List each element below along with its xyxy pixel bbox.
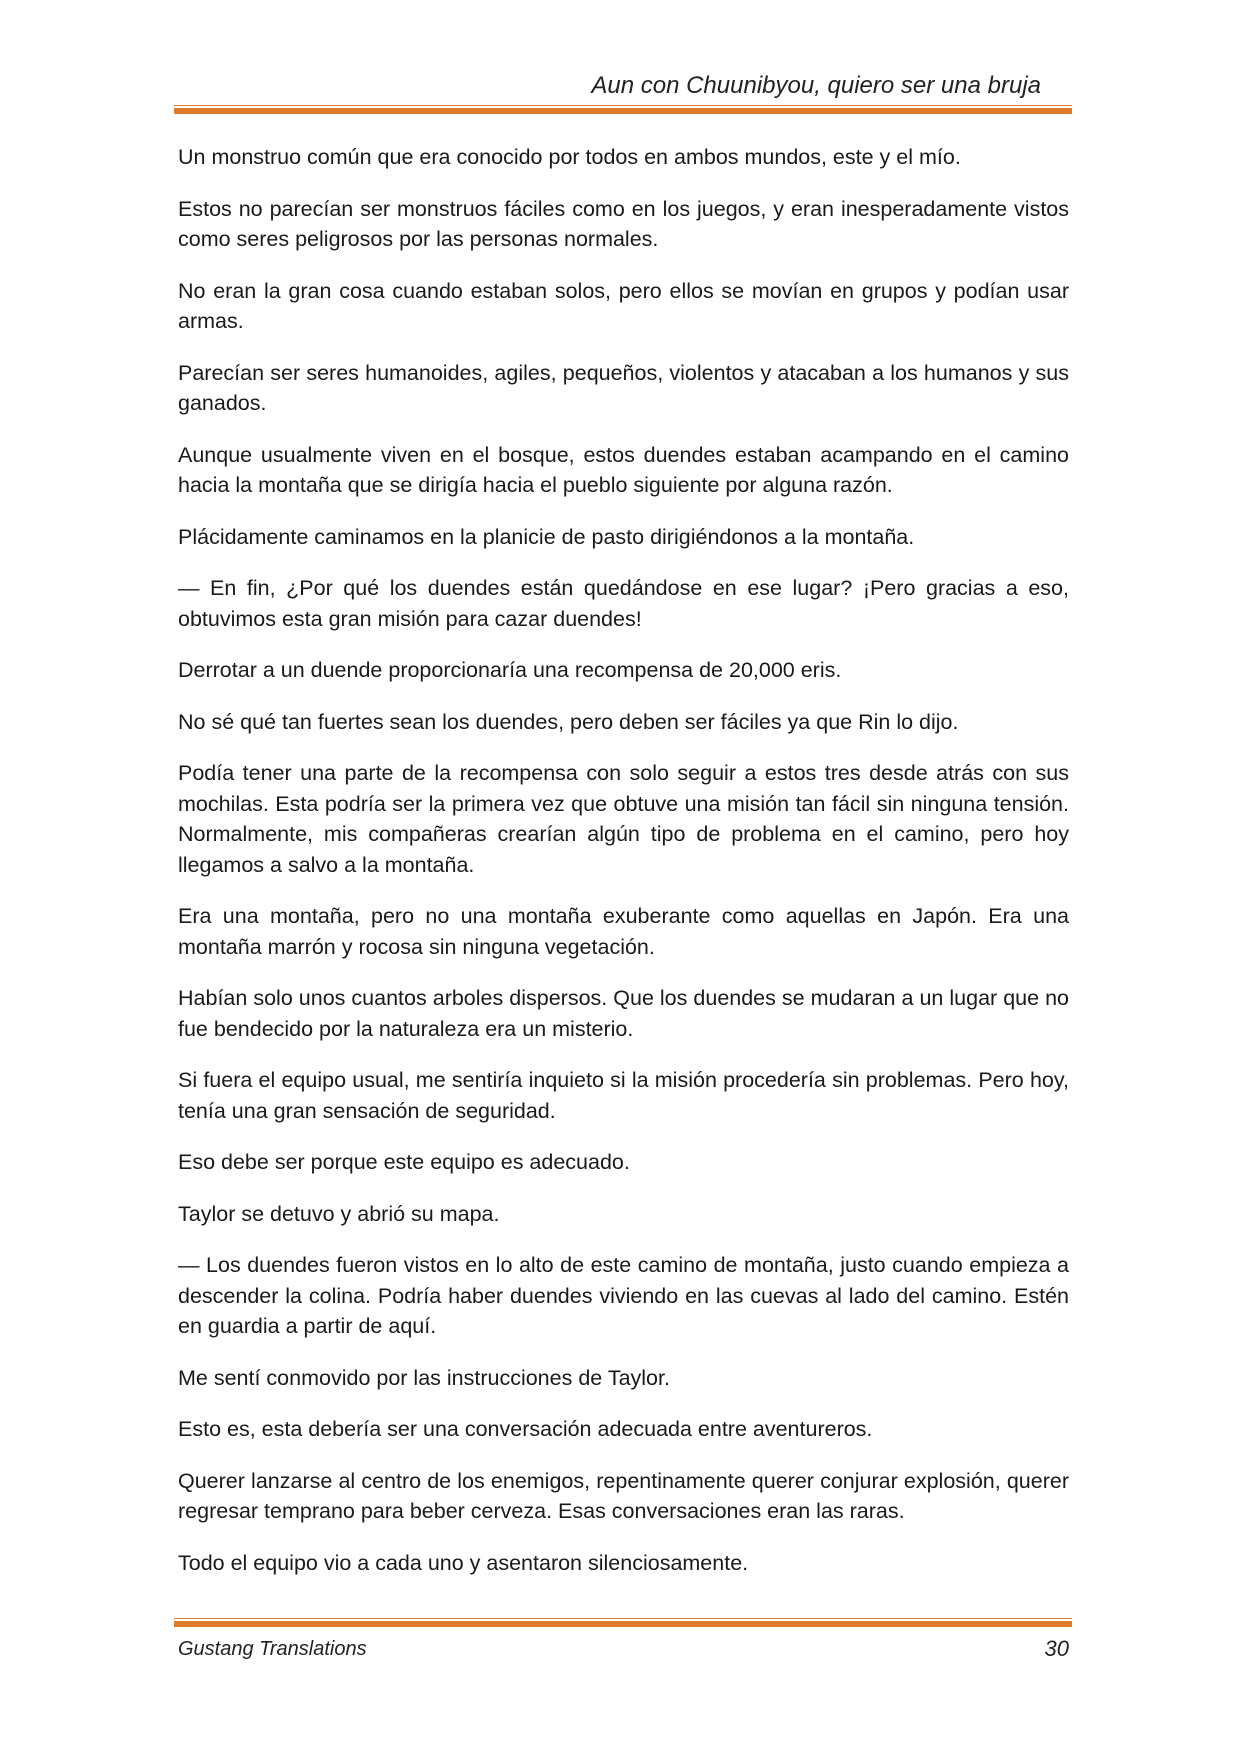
paragraph: Plácidamente caminamos en la planicie de pasto dirigiéndonos a la montaña. [178, 524, 915, 549]
header-rule-thin [174, 105, 1072, 106]
paragraph: Eso debe ser porque este equipo es adecuado. [178, 1150, 630, 1174]
paragraph: Parecían ser seres humanoides, agiles, pequeños, violentos y atacaban a los humanos y sus ganados. [178, 360, 1069, 415]
running-header-title: Aun con Chuunibyou, quiero ser una bruja [591, 72, 1041, 99]
footer-rule-thick [174, 1621, 1072, 1627]
body-text [178, 142, 1069, 1599]
paragraph: Era una montaña, pero no una montaña exuberante como aquellas en Japón. Era una montaña marrón y rocosa sin ninguna vegetación. [178, 904, 1069, 959]
paragraph: — Los duendes fueron vistos en lo alto de este camino de montaña, justo cuando empieza a descender la colina. Podría haber duendes viviendo en las cuevas al lado del camino. Estén en guardia a partir de aquí. [178, 1253, 1069, 1338]
paragraph: No sé qué tan fuertes sean los duendes, pero deben ser fáciles ya que Rin lo dijo. [178, 709, 959, 734]
paragraph: Podía tener una parte de la recompensa con solo seguir a estos tres desde atrás con sus mochilas. Esta podría ser la primera vez que obtuve una misión tan fácil sin ninguna tensión. Normalmente, mis compañeras crearían algún tipo de problema en el camino, pero hoy llegamos a salvo a la montaña. [178, 761, 1069, 877]
paragraph: Derrotar a un duende proporcionaría una recompensa de 20,000 eris. [178, 658, 842, 682]
paragraph: Esto es, esta debería ser una conversación adecuada entre aventureros. [178, 1417, 873, 1441]
paragraph: Querer lanzarse al centro de los enemigos, repentinamente querer conjurar explosión, querer regresar temprano para beber cerveza. Esas conversaciones eran las raras. [178, 1468, 1069, 1523]
footer-rule [174, 1618, 1072, 1627]
page-number: 30 [1044, 1636, 1069, 1661]
paragraph: Estos no parecían ser monstruos fáciles como en los juegos, y eran inesperadamente vistos como seres peligrosos por las personas normales. [178, 196, 1069, 251]
paragraph: Aunque usualmente viven en el bosque, estos duendes estaban acampando en el camino hacia la montaña que se dirigía hacia el pueblo siguiente por alguna razón. [178, 442, 1069, 497]
footer-publisher: Gustang Translations [178, 1638, 367, 1660]
paragraph: Si fuera el equipo usual, me sentiría inquieto si la misión procedería sin problemas. Pero hoy, tenía una gran sensación de seguridad. [178, 1068, 1069, 1123]
header-rule-thick [174, 108, 1072, 114]
paragraph: Taylor se detuvo y abrió su mapa. [178, 1201, 500, 1226]
paragraph: Todo el equipo vio a cada uno y asentaron silenciosamente. [178, 1550, 749, 1575]
paragraph: Habían solo unos cuantos arboles dispersos. Que los duendes se mudaran a un lugar que no fue bendecido por la naturaleza era un misterio. [178, 986, 1069, 1041]
footer-rule-thin [174, 1618, 1072, 1619]
paragraph: Me sentí conmovido por las instrucciones de Taylor. [178, 1365, 670, 1390]
header-rule [174, 105, 1072, 114]
paragraph: No eran la gran cosa cuando estaban solos, pero ellos se movían en grupos y podían usar armas. [178, 278, 1069, 333]
paragraph: Un monstruo común que era conocido por todos en ambos mundos, este y el mío. [178, 145, 961, 169]
paragraph: — En fin, ¿Por qué los duendes están quedándose en ese lugar? ¡Pero gracias a eso, obtuvimos esta gran misión para cazar duendes! [178, 576, 1069, 631]
